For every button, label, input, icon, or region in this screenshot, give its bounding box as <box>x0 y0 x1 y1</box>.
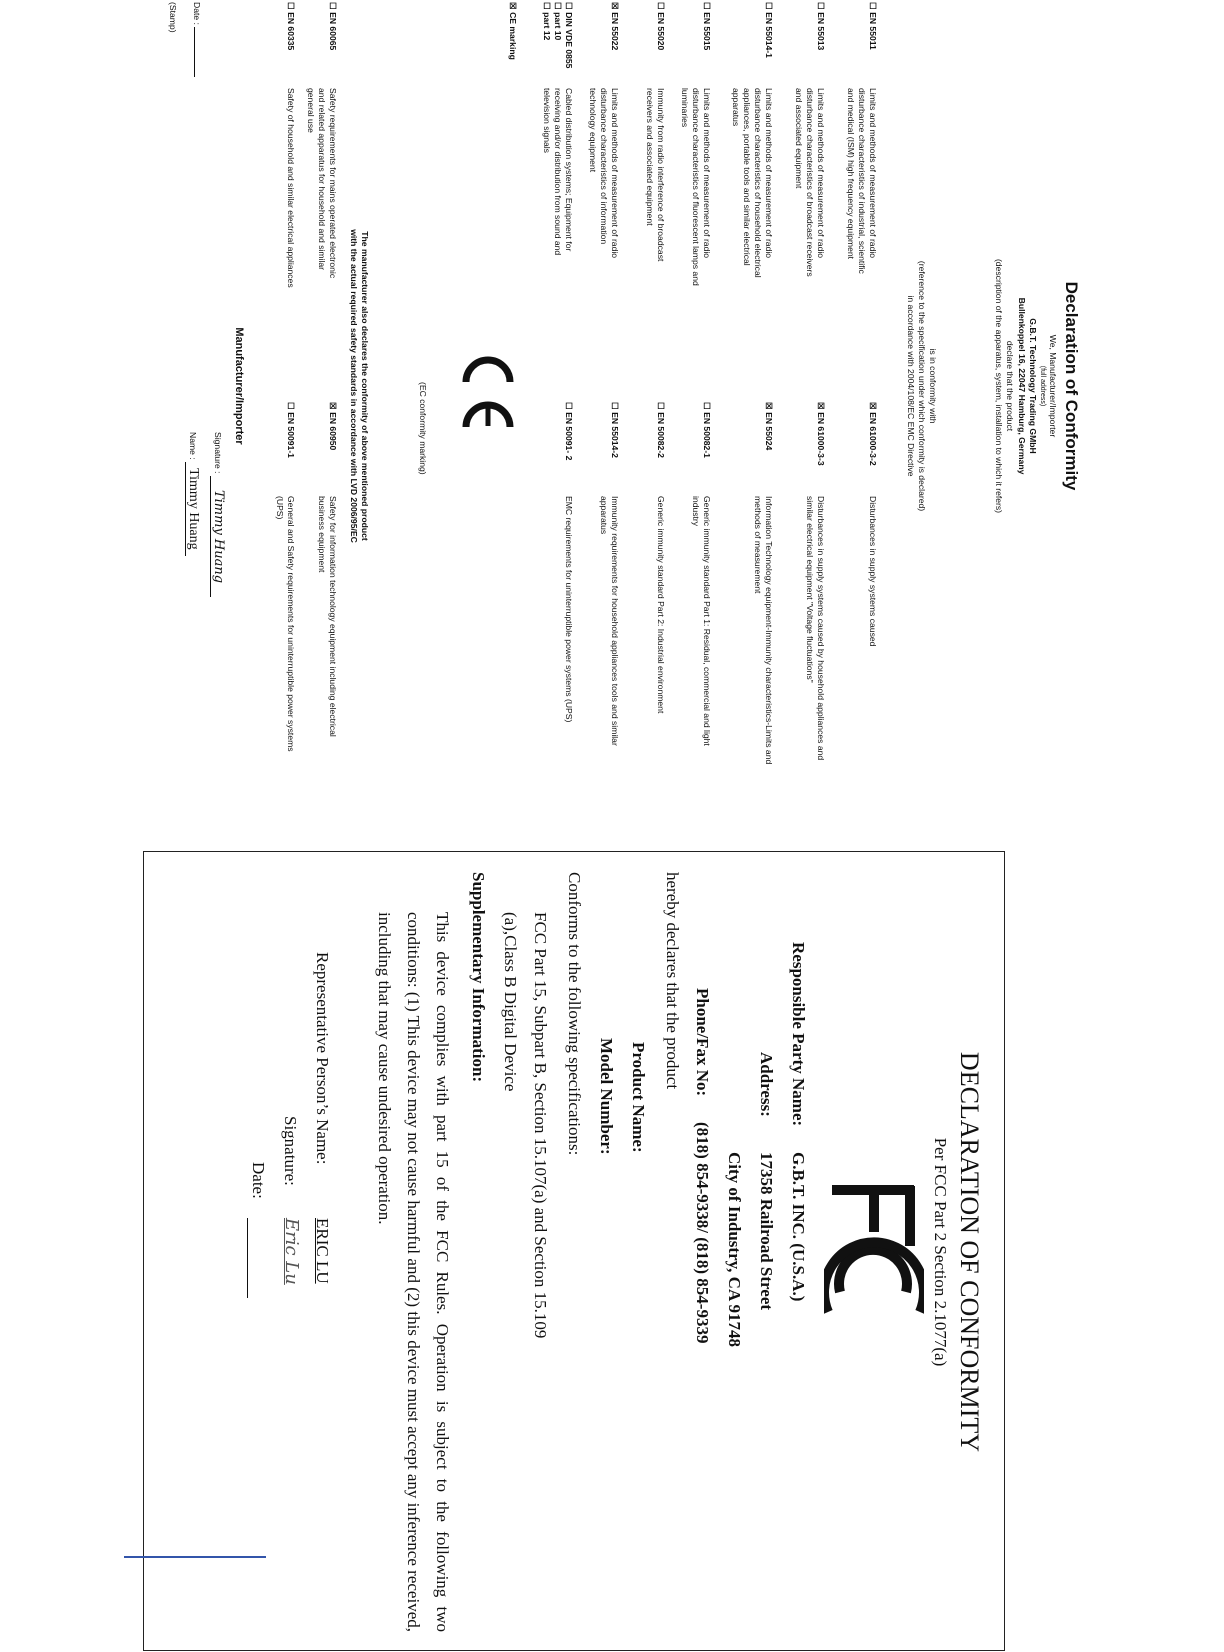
ce-standard-code: ☐ EN 55020 <box>656 2 666 51</box>
fcc-signature-label: Signature: <box>281 1116 300 1186</box>
ce-standard-code: ☐ EN 55014-2 <box>610 402 620 458</box>
ce-marking-checkbox: ☒ CE marking <box>508 2 518 60</box>
address-label: Address: <box>757 1052 776 1117</box>
ce-standard-desc: EMC requirements for uninterruptible power systems (UPS) <box>564 496 574 723</box>
ce-signature-row <box>209 432 226 597</box>
ce-row <box>772 2 826 770</box>
ce-safety-line: with the actual required safety standards in accordance with LVD 2006/95/EC <box>349 229 359 543</box>
ce-header-line: (full address) <box>1038 365 1046 407</box>
ce-stamp-label: (Stamp) <box>168 2 178 33</box>
ce-header-line: We, Manufacturer/Importer <box>1048 334 1058 438</box>
spec-line: FCC Part 15, Subpart B, Section 15.107(a) and Section 15.109 <box>531 912 550 1339</box>
ce-standard-code: ☐ EN 50082-2 <box>656 402 666 458</box>
ce-standard-desc: Cabled distribution systems; Equipment for receiving and/or distribution from sound and television signals <box>542 88 574 256</box>
ec-mark-caption: (EC conformity marking) <box>418 382 428 475</box>
ce-standard-code: ☒ EN 61000-3-2 <box>868 402 878 466</box>
ce-header-address: Bullenkoppel 16, 22047 Hamburg, Germany <box>1016 297 1027 475</box>
ce-standard-code: ☐ DIN VDE 0855 ☐ part 10 ☐ part 12 <box>542 2 574 69</box>
ce-date-line <box>194 27 195 77</box>
rp-value: G.B.T. INC. (U.S.A.) <box>789 1152 808 1302</box>
ce-date-label: Date : <box>192 2 202 25</box>
ce-standard-code: ☐ EN 55013 <box>816 2 826 51</box>
ce-conformity-line: in accordance with 2004/108/EC EMC Directive <box>906 295 916 477</box>
ce-safety-declaration <box>348 2 370 770</box>
ce-name-label: Name : <box>188 432 198 460</box>
rep-label: Representative Person’s Name: <box>313 952 332 1165</box>
ce-name-value: Timmy Huang <box>185 462 201 556</box>
phone-value: (818) 854-9338/ (818) 854-9339 <box>693 1122 712 1344</box>
ce-standard-desc: Limits and methods of measurement of radio disturbance characteristics of broadcast receivers and associated equipment <box>794 88 826 277</box>
ce-mark-icon <box>458 232 518 452</box>
fcc-date-line <box>247 1218 248 1298</box>
ce-standard-code: ☐ EN 55015 <box>702 2 712 51</box>
ce-standard-code: ☐ EN 50082-1 <box>702 402 712 458</box>
ce-row <box>720 2 774 770</box>
spec-line: (a),Class B Digital Device <box>501 912 520 1092</box>
address-line2: City of Industry, CA 91748 <box>725 1152 744 1348</box>
fcc-logo-icon <box>824 1172 924 1332</box>
ce-row <box>612 2 666 770</box>
fcc-date-label: Date: <box>249 1162 268 1199</box>
ce-row <box>824 2 878 770</box>
ce-header-line: declare that the product <box>1005 340 1016 432</box>
ce-standard-desc: Immunity from radio interference of broadcast receivers and associated equipment <box>645 88 666 262</box>
ce-standard-desc: Limits and methods of measurement of radio disturbance characteristics of industrial, scientific and medical (ISM) high frequency equipment <box>846 88 878 274</box>
ce-date-row <box>191 2 202 77</box>
ce-standard-code: ☐ EN 50091- 2 <box>564 402 574 461</box>
ce-standard-desc: Generic immunity standard Part 1: Residual, commercial and light industry <box>691 496 712 746</box>
conforms-text: Conforms to the following specifications: <box>565 872 584 1156</box>
ce-declaration <box>106 2 1118 770</box>
ce-row <box>658 2 712 770</box>
ce-standard-desc: Disturbances in supply systems caused by household appliances and similar electrical equipment "Voltage fluctuations" <box>805 496 826 761</box>
declares-text: hereby declares that the product <box>663 872 682 1090</box>
ce-header-company: G.B.T. Technology Trading GMbH <box>1027 318 1038 454</box>
ce-standard-desc: Safety for information technology equipment including electrical business equipment <box>317 496 338 737</box>
ce-standard-desc: Limits and methods of measurement of radio disturbance characteristics of household electrical appliances, portable tools and similar electrical apparatus <box>731 88 774 278</box>
address-line1: 17358 Railroad Street <box>757 1152 776 1311</box>
ce-title: Declaration of Conformity <box>1062 281 1081 491</box>
supplementary-label: Supplementary Information: <box>469 872 488 1083</box>
product-name-label: Product Name: <box>629 1042 648 1153</box>
ce-safety-row <box>242 2 296 770</box>
ce-standard-desc: Generic immunity standard Part 2: Industrial environment <box>656 496 666 714</box>
ce-standard-code: ☐ EN 55011 <box>868 2 878 50</box>
ce-standard-desc: Information Technology equipment-Immunity characteristics-Limits and methods of measurement <box>753 496 774 765</box>
ce-standard-code: ☐ EN 60335 <box>286 2 296 51</box>
supplementary-text: This device complies with part 15 of the FCC Rules. Operation is subject to the following two conditions: (1) This device may not cause harmful and (2) this device must accept any inference received, including that may cause undesired operation. <box>375 912 452 1632</box>
ce-conformity-line: is in conformity with <box>928 348 938 424</box>
model-number-label: Model Number: <box>597 1038 616 1155</box>
ce-conformity-line: (reference to the specification under which conformity is declared) <box>917 260 927 512</box>
ce-standard-desc: Limits and methods of measurement of radio disturbance characteristics of fluorescent lamps and luminaries <box>680 88 712 286</box>
ce-row <box>566 2 620 770</box>
ce-standard-code: ☐ EN 60065 <box>328 2 338 51</box>
fcc-subtitle: Per FCC Part 2 Section 2.1077(a) <box>931 1137 950 1367</box>
ce-standard-desc: Safety requirements for mains operated electronic and related apparatus for household and similar general use <box>306 88 338 279</box>
ce-standard-code: ☒ EN 55022 <box>610 2 620 51</box>
ce-header <box>993 2 1058 770</box>
ce-signature-label: Signature : <box>213 432 223 474</box>
ce-safety-line: The manufacturer also declares the conformity of above mentioned product <box>360 231 370 541</box>
ce-standard-desc: Safety of household and similar electrical appliances <box>286 88 296 288</box>
fcc-declaration <box>143 851 1005 1651</box>
ce-standard-desc: General and Safety requirements for uninterruptible power systems (UPS) <box>275 496 296 752</box>
rep-value: ERIC LU <box>313 1218 332 1284</box>
ce-header-line: (description of the apparatus, system, installation to which it refers) <box>994 258 1005 514</box>
fcc-signature-image: Eric Lu <box>281 1218 302 1285</box>
manufacturer-label: Manufacturer/Importer <box>233 327 245 445</box>
ce-standard-code: ☒ EN 55024 <box>764 402 774 451</box>
ce-standard-code: ☒ EN 61000-3-3 <box>816 402 826 466</box>
ce-conformity <box>905 2 938 770</box>
ce-standard-code: ☐ EN 55014-1 <box>764 2 774 58</box>
rp-label: Responsible Party Name: <box>789 942 808 1127</box>
ce-standard-desc: Immunity requirements for household appliances tools and similar apparatus <box>599 496 620 746</box>
fcc-title: DECLARATION OF CONFORMITY <box>955 1051 984 1453</box>
phone-label: Phone/Fax No: <box>693 988 712 1097</box>
ce-signature-image: Timmy Huang <box>210 476 226 597</box>
ce-standard-code: ☐ EN 50091-1 <box>286 402 296 458</box>
ce-row <box>520 2 574 770</box>
ce-standard-desc: Disturbances in supply systems caused <box>868 496 878 647</box>
ce-standard-code: ☒ EN 60950 <box>328 402 338 451</box>
ce-standard-desc: Limits and methods of measurement of radio disturbance characteristics of information technology equipment <box>588 88 620 259</box>
bottom-divider <box>124 1556 266 1558</box>
ce-name-row <box>184 432 202 556</box>
